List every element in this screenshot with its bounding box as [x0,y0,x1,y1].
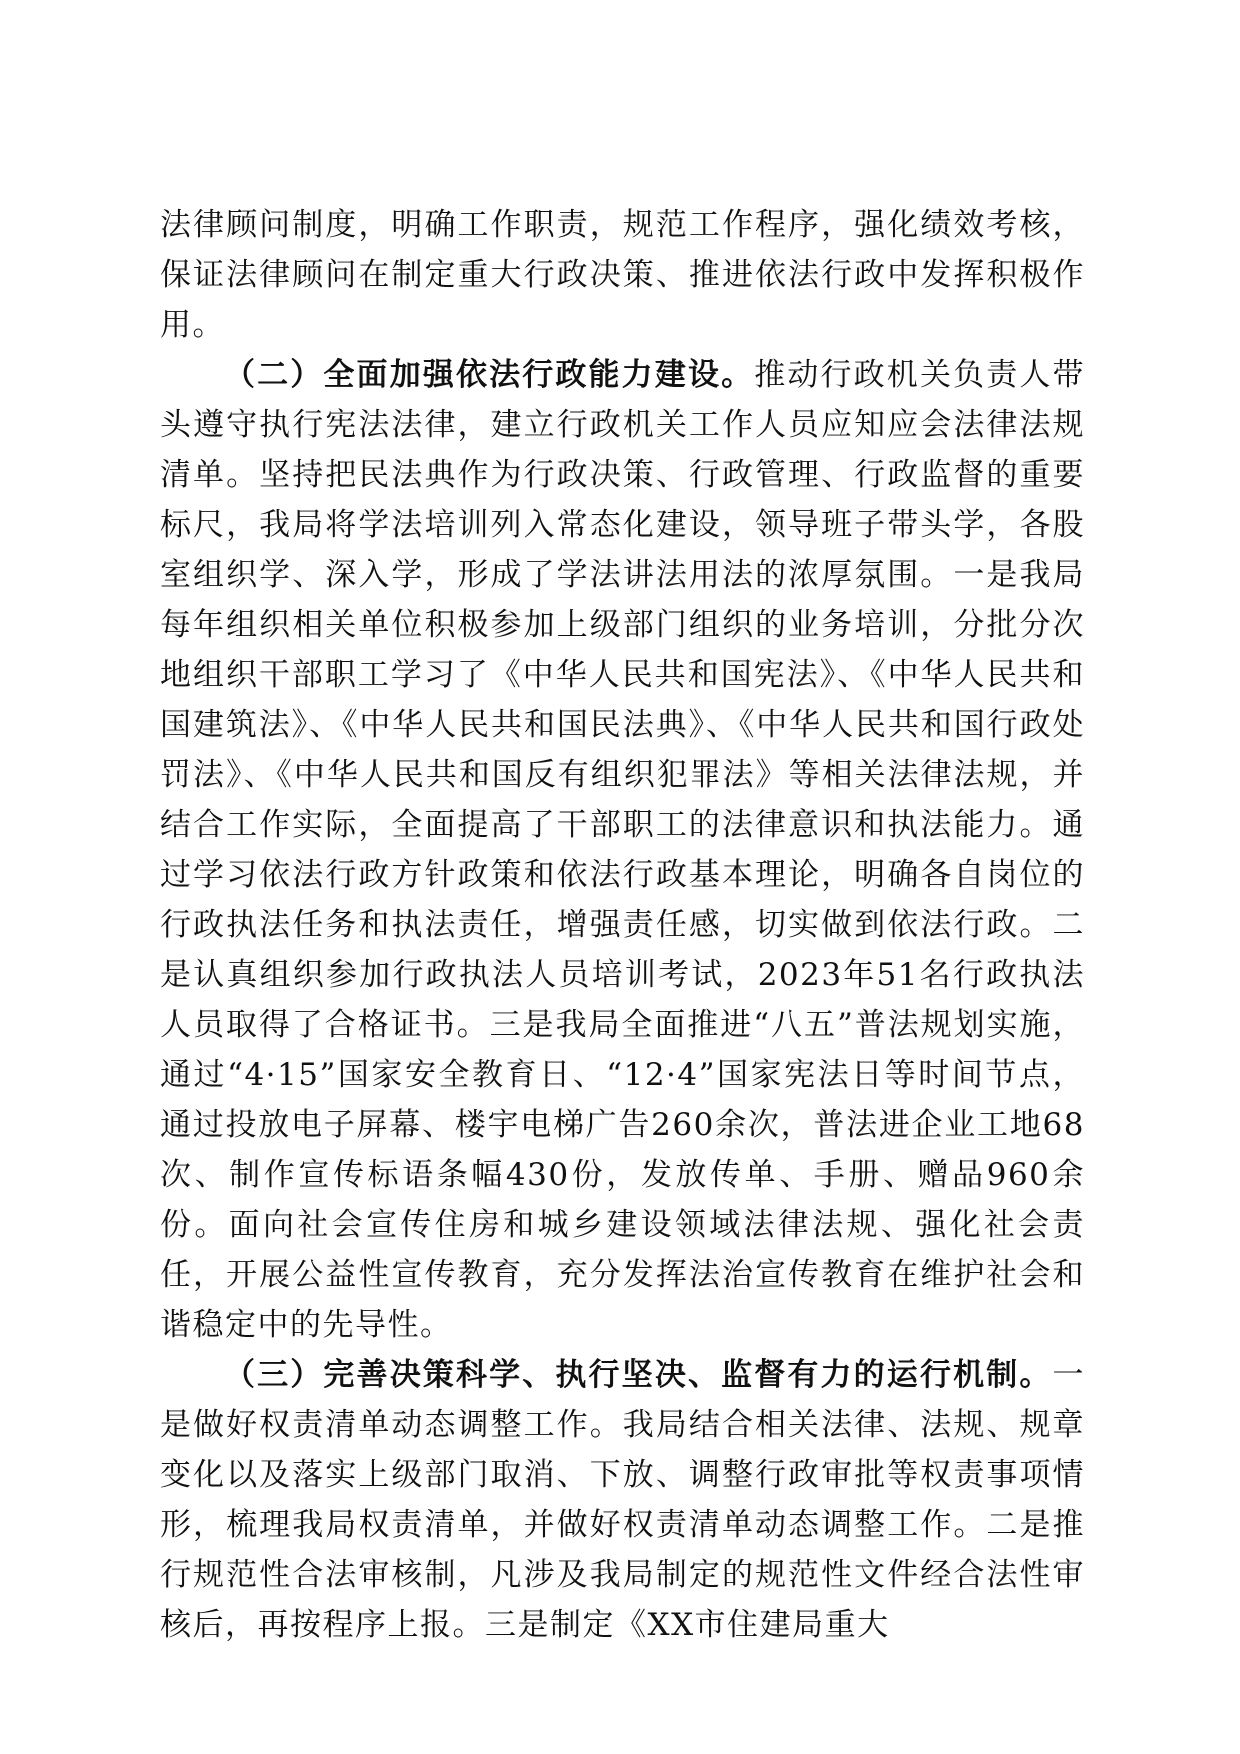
section-three-heading: （三）完善决策科学、执行坚决、监督有力的运行机制。 [224,1357,1053,1393]
document-body [160,200,1085,1650]
section-two-body: 推动行政机关负责人带头遵守执行宪法法律，建立行政机关工作人员应知应会法律法规清单。坚持把民法典作为行政决策、行政管理、行政监督的重要标尺，我局将学法培训列入常态化建设，领导班子带头学，各股室组织学、深入学，形成了学法讲法用法的浓厚氛围。一是我局每年组织相关单位积极参加上级部门组织的业务培训，分批分次地组织干部职工学习了《中华人民共和国宪法》、《中华人民共和国建筑法》、《中华人民共和国民法典》、《中华人民共和国行政处罚法》、《中华人民共和国反有组织犯罪法》等相关法律法规，并结合工作实际，全面提高了干部职工的法律意识和执法能力。通过学习依法行政方针政策和依法行政基本理论，明确各自岗位的行政执法任务和执法责任，增强责任感，切实做到依法行政。二是认真组织参加行政执法人员培训考试，2023年51名行政执法人员取得了合格证书。三是我局全面推进“八五”普法规划实施，通过“4·15”国家安全教育日、“12·4”国家宪法日等时间节点，通过投放电子屏幕、楼宇电梯广告260余次，普法进企业工地68次、制作宣传标语条幅430份，发放传单、手册、赠品960余份。面向社会宣传住房和城乡建设领域法律法规、强化社会责任，开展公益性宣传教育，充分发挥法治宣传教育在维护社会和谐稳定中的先导性。 [160,357,1086,1343]
section-three-body: 一是做好权责清单动态调整工作。我局结合相关法律、法规、规章变化以及落实上级部门取消、下放、调整行政审批等权责事项情形，梳理我局权责清单，并做好权责清单动态调整工作。二是推行规范性合法审核制，凡涉及我局制定的规范性文件经合法性审核后，再按程序上报。三是制定《XX市住建局重大 [160,1357,1085,1643]
paragraph-legal-advisor: 法律顾问制度，明确工作职责，规范工作程序，强化绩效考核，保证法律顾问在制定重大行政决策、推进依法行政中发挥积极作用。 [160,207,1085,343]
section-two-heading: （二）全面加强依法行政能力建设。 [224,357,755,393]
paragraph-section-two [160,350,1085,1350]
paragraph-section-three [160,1350,1085,1650]
